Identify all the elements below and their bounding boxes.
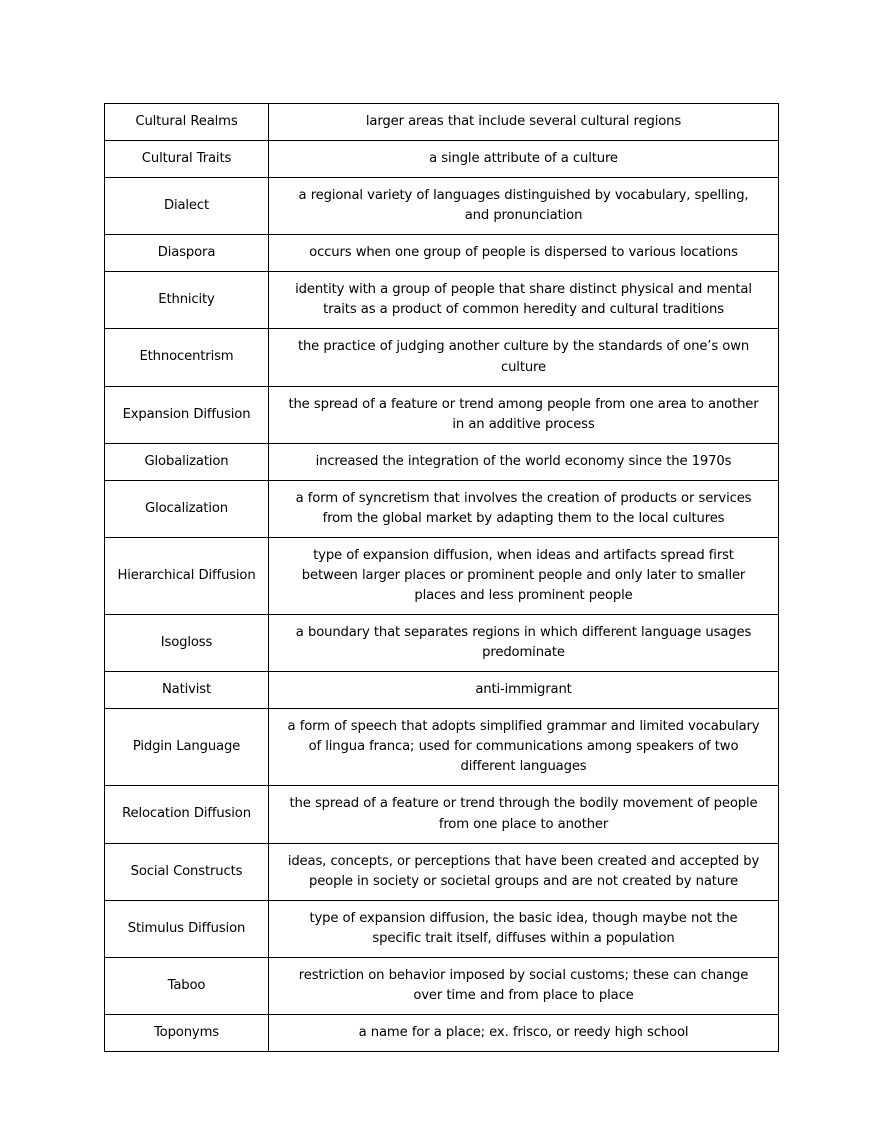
table-row	[105, 843, 779, 900]
table-row	[105, 104, 779, 141]
definition-cell: ideas, concepts, or perceptions that have been created and accepted by people in society or societal groups and are not created by nature	[269, 843, 779, 900]
table-row	[105, 386, 779, 443]
vocabulary-table	[104, 103, 779, 1052]
table-row	[105, 178, 779, 235]
definition-cell: the practice of judging another culture by the standards of one’s own culture	[269, 329, 779, 386]
definition-cell: larger areas that include several cultural regions	[269, 104, 779, 141]
definition-cell: a form of speech that adopts simplified grammar and limited vocabulary of lingua franca; used for communications among speakers of two different languages	[269, 709, 779, 786]
term-cell: Diaspora	[105, 235, 269, 272]
term-cell: Cultural Realms	[105, 104, 269, 141]
term-cell: Dialect	[105, 178, 269, 235]
definition-cell: a boundary that separates regions in which different language usages predominate	[269, 615, 779, 672]
term-cell: Hierarchical Diffusion	[105, 537, 269, 614]
term-cell: Expansion Diffusion	[105, 386, 269, 443]
table-row	[105, 537, 779, 614]
definition-cell: restriction on behavior imposed by social customs; these can change over time and from place to place	[269, 957, 779, 1014]
table-body	[105, 104, 779, 1052]
definition-cell: a single attribute of a culture	[269, 141, 779, 178]
table-row	[105, 1014, 779, 1051]
definition-cell: the spread of a feature or trend through the bodily movement of people from one place to another	[269, 786, 779, 843]
definition-cell: occurs when one group of people is dispersed to various locations	[269, 235, 779, 272]
table-row	[105, 957, 779, 1014]
table-row	[105, 235, 779, 272]
table-row	[105, 615, 779, 672]
definition-cell: identity with a group of people that share distinct physical and mental traits as a product of common heredity and cultural traditions	[269, 272, 779, 329]
definition-cell: the spread of a feature or trend among people from one area to another in an additive process	[269, 386, 779, 443]
table-row	[105, 786, 779, 843]
table-row	[105, 480, 779, 537]
table-row	[105, 272, 779, 329]
term-cell: Toponyms	[105, 1014, 269, 1051]
table-row	[105, 709, 779, 786]
definition-cell: a name for a place; ex. frisco, or reedy high school	[269, 1014, 779, 1051]
term-cell: Taboo	[105, 957, 269, 1014]
term-cell: Relocation Diffusion	[105, 786, 269, 843]
term-cell: Glocalization	[105, 480, 269, 537]
table-row	[105, 141, 779, 178]
definition-cell: a form of syncretism that involves the creation of products or services from the global market by adapting them to the local cultures	[269, 480, 779, 537]
term-cell: Ethnocentrism	[105, 329, 269, 386]
table-row	[105, 329, 779, 386]
definition-cell: type of expansion diffusion, when ideas and artifacts spread first between larger places or prominent people and only later to smaller places and less prominent people	[269, 537, 779, 614]
definition-cell: anti-immigrant	[269, 672, 779, 709]
definition-cell: a regional variety of languages distinguished by vocabulary, spelling, and pronunciation	[269, 178, 779, 235]
term-cell: Globalization	[105, 443, 269, 480]
definition-cell: increased the integration of the world economy since the 1970s	[269, 443, 779, 480]
term-cell: Social Constructs	[105, 843, 269, 900]
table-row	[105, 672, 779, 709]
table-row	[105, 900, 779, 957]
term-cell: Ethnicity	[105, 272, 269, 329]
term-cell: Isogloss	[105, 615, 269, 672]
term-cell: Stimulus Diffusion	[105, 900, 269, 957]
term-cell: Cultural Traits	[105, 141, 269, 178]
term-cell: Pidgin Language	[105, 709, 269, 786]
term-cell: Nativist	[105, 672, 269, 709]
table-row	[105, 443, 779, 480]
definition-cell: type of expansion diffusion, the basic idea, though maybe not the specific trait itself, diffuses within a population	[269, 900, 779, 957]
